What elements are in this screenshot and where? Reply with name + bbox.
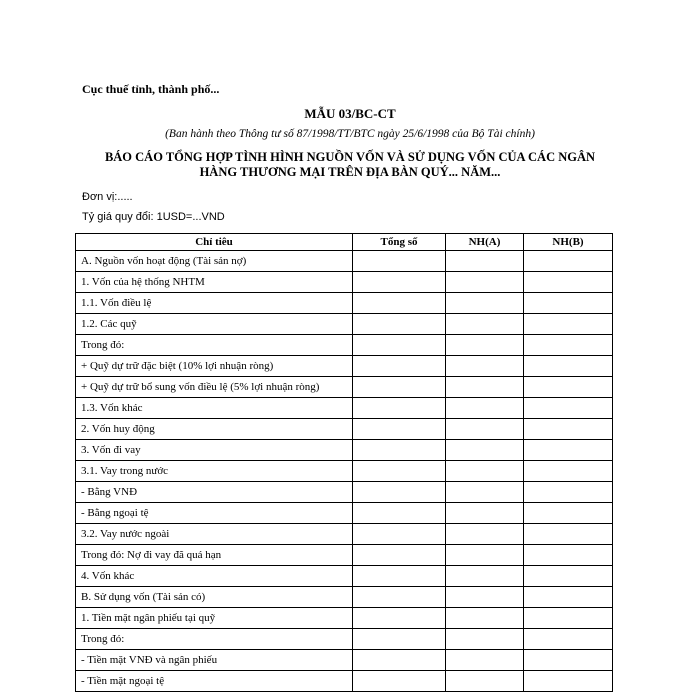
table-row <box>76 629 613 650</box>
table-row <box>76 671 613 692</box>
row-indicator-cell: 3.1. Vay trong nước <box>76 461 353 482</box>
row-indicator-cell: + Quỹ dự trữ đặc biệt (10% lợi nhuận ròng) <box>76 356 353 377</box>
table-row <box>76 545 613 566</box>
row-indicator-cell: 1. Vốn của hệ thống NHTM <box>76 272 353 293</box>
row-bank-b-cell <box>524 482 613 503</box>
row-bank-b-cell <box>524 356 613 377</box>
row-indicator-cell: Trong đó: <box>76 629 353 650</box>
row-indicator-cell: Trong đó: <box>76 335 353 356</box>
row-bank-a-cell <box>446 671 524 692</box>
issued-by-note: (Ban hành theo Thông tư số 87/1998/TT/BTC ngày 25/6/1998 của Bộ Tài chính) <box>165 128 535 140</box>
row-total-cell <box>353 671 446 692</box>
row-bank-b-cell <box>524 272 613 293</box>
row-indicator-cell: A. Nguồn vốn hoạt động (Tài sản nợ) <box>76 251 353 272</box>
table-row <box>76 503 613 524</box>
row-total-cell <box>353 461 446 482</box>
row-total-cell <box>353 587 446 608</box>
row-bank-a-cell <box>446 545 524 566</box>
row-bank-b-cell <box>524 251 613 272</box>
table-row <box>76 482 613 503</box>
row-total-cell <box>353 545 446 566</box>
agency-line: Cục thuế tỉnh, thành phố... <box>82 82 220 96</box>
row-total-cell <box>353 524 446 545</box>
row-total-cell <box>353 608 446 629</box>
row-total-cell <box>353 650 446 671</box>
row-bank-a-cell <box>446 293 524 314</box>
row-total-cell <box>353 314 446 335</box>
row-bank-a-cell <box>446 377 524 398</box>
row-bank-a-cell <box>446 461 524 482</box>
row-bank-a-cell <box>446 482 524 503</box>
row-indicator-cell: - Bằng VNĐ <box>76 482 353 503</box>
table-row <box>76 419 613 440</box>
row-indicator-cell: 3.2. Vay nước ngoài <box>76 524 353 545</box>
column-header-bank-b: NH(B) <box>524 234 613 251</box>
row-bank-a-cell <box>446 503 524 524</box>
report-title-line-1: BÁO CÁO TỔNG HỢP TÌNH HÌNH NGUỒN VỐN VÀ SỬ DỤNG VỐN CỦA CÁC NGÂN <box>104 150 596 164</box>
row-bank-b-cell <box>524 524 613 545</box>
row-bank-a-cell <box>446 566 524 587</box>
row-bank-b-cell <box>524 314 613 335</box>
row-bank-b-cell <box>524 608 613 629</box>
table-row <box>76 251 613 272</box>
row-bank-a-cell <box>446 398 524 419</box>
row-bank-b-cell <box>524 335 613 356</box>
row-bank-a-cell <box>446 608 524 629</box>
report-table <box>75 233 613 692</box>
row-bank-b-cell <box>524 377 613 398</box>
row-indicator-cell: Trong đó: Nợ đi vay đã quá hạn <box>76 545 353 566</box>
table-row <box>76 356 613 377</box>
row-bank-a-cell <box>446 419 524 440</box>
table-row <box>76 272 613 293</box>
row-total-cell <box>353 398 446 419</box>
row-total-cell <box>353 440 446 461</box>
row-indicator-cell: 1. Tiền mặt ngân phiếu tại quỹ <box>76 608 353 629</box>
row-indicator-cell: 2. Vốn huy động <box>76 419 353 440</box>
row-bank-b-cell <box>524 650 613 671</box>
row-indicator-cell: 1.1. Vốn điều lệ <box>76 293 353 314</box>
row-indicator-cell: B. Sử dụng vốn (Tài sản có) <box>76 587 353 608</box>
table-row <box>76 461 613 482</box>
row-indicator-cell: + Quỹ dự trữ bổ sung vốn điều lệ (5% lợi nhuận ròng) <box>76 377 353 398</box>
table-row <box>76 587 613 608</box>
row-bank-b-cell <box>524 503 613 524</box>
row-total-cell <box>353 566 446 587</box>
row-indicator-cell: 4. Vốn khác <box>76 566 353 587</box>
row-bank-a-cell <box>446 314 524 335</box>
row-indicator-cell: 1.3. Vốn khác <box>76 398 353 419</box>
table-row <box>76 398 613 419</box>
row-total-cell <box>353 419 446 440</box>
column-header-total: Tổng số <box>353 234 446 251</box>
row-total-cell <box>353 503 446 524</box>
row-bank-b-cell <box>524 293 613 314</box>
row-total-cell <box>353 482 446 503</box>
row-bank-b-cell <box>524 629 613 650</box>
row-bank-b-cell <box>524 398 613 419</box>
table-row <box>76 440 613 461</box>
table-row <box>76 335 613 356</box>
row-total-cell <box>353 356 446 377</box>
row-bank-b-cell <box>524 419 613 440</box>
form-code: MẪU 03/BC-CT <box>304 106 396 121</box>
column-header-indicator: Chỉ tiêu <box>76 234 353 251</box>
row-indicator-cell: - Tiền mặt VNĐ và ngân phiếu <box>76 650 353 671</box>
table-row <box>76 524 613 545</box>
row-indicator-cell: 3. Vốn đi vay <box>76 440 353 461</box>
row-bank-b-cell <box>524 545 613 566</box>
row-bank-b-cell <box>524 587 613 608</box>
row-total-cell <box>353 251 446 272</box>
row-bank-a-cell <box>446 251 524 272</box>
row-bank-a-cell <box>446 335 524 356</box>
table-body <box>76 251 613 692</box>
row-bank-b-cell <box>524 566 613 587</box>
row-bank-a-cell <box>446 629 524 650</box>
row-total-cell <box>353 629 446 650</box>
table-row <box>76 314 613 335</box>
row-total-cell <box>353 377 446 398</box>
table-row <box>76 608 613 629</box>
exchange-rate-line: Tỷ giá quy đổi: 1USD=...VND <box>82 211 225 223</box>
row-total-cell <box>353 272 446 293</box>
table-row <box>76 650 613 671</box>
column-header-bank-a: NH(A) <box>446 234 524 251</box>
row-total-cell <box>353 335 446 356</box>
row-bank-a-cell <box>446 440 524 461</box>
row-bank-b-cell <box>524 671 613 692</box>
row-bank-b-cell <box>524 461 613 482</box>
row-bank-a-cell <box>446 587 524 608</box>
row-bank-a-cell <box>446 356 524 377</box>
table-row <box>76 377 613 398</box>
row-bank-a-cell <box>446 650 524 671</box>
row-bank-b-cell <box>524 440 613 461</box>
row-bank-a-cell <box>446 272 524 293</box>
unit-line: Đơn vị:..... <box>82 191 133 203</box>
row-indicator-cell: - Tiền mặt ngoại tệ <box>76 671 353 692</box>
row-indicator-cell: 1.2. Các quỹ <box>76 314 353 335</box>
table-row <box>76 293 613 314</box>
table-header-row <box>76 234 613 251</box>
row-indicator-cell: - Bằng ngoại tệ <box>76 503 353 524</box>
report-title <box>80 150 620 180</box>
table-row <box>76 566 613 587</box>
row-bank-a-cell <box>446 524 524 545</box>
report-title-line-2: HÀNG THƯƠNG MẠI TRÊN ĐỊA BÀN QUÝ... NĂM... <box>199 165 501 179</box>
row-total-cell <box>353 293 446 314</box>
